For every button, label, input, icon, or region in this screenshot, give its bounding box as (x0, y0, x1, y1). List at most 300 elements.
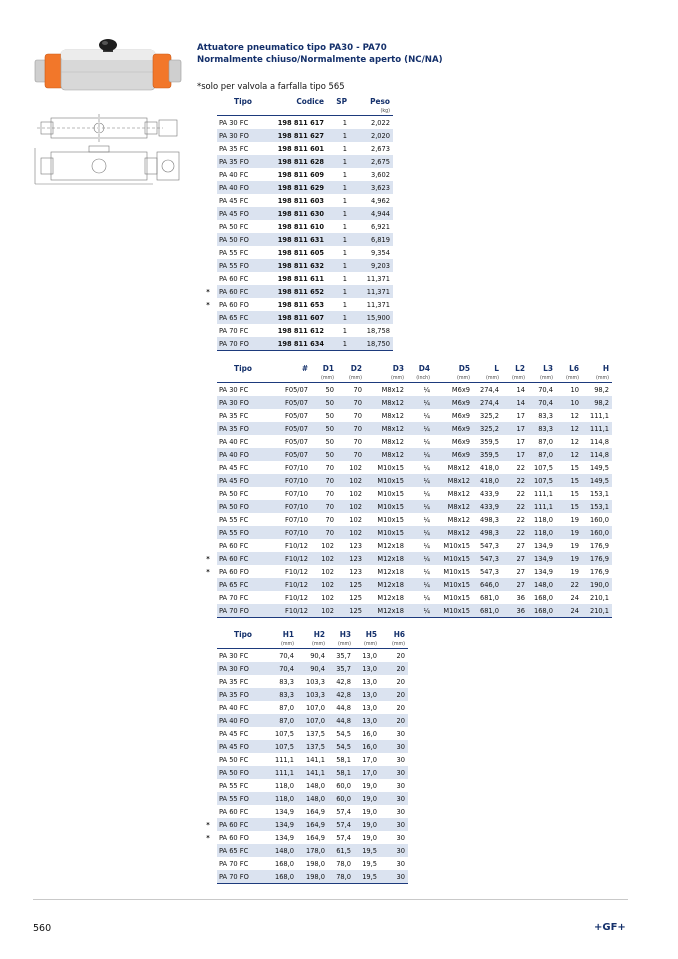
table-cell: 19,0 (362, 781, 377, 790)
table-cell: 198,0 (297, 870, 328, 884)
row-marker (199, 753, 217, 766)
row-marker (199, 740, 217, 753)
row-marker (199, 461, 217, 474)
table-cell: 111,1 (582, 422, 612, 435)
units-row (199, 640, 408, 649)
table-cell: 16,0 (362, 729, 377, 738)
table-cell: F07/10 (269, 526, 311, 539)
table-cell: 1 (327, 311, 350, 324)
table-cell: 44,8 (336, 703, 351, 712)
row-marker (199, 779, 217, 792)
row-type: PA 65 FC (217, 311, 269, 324)
table-cell: 15 (556, 500, 582, 513)
row-marker (199, 448, 217, 461)
footer-divider (33, 899, 628, 900)
table-cell: 14 (502, 383, 528, 397)
table-cell: 2,673 (370, 144, 390, 153)
row-type: PA 55 FO (217, 526, 269, 539)
table-row (199, 805, 408, 818)
table-row (199, 513, 612, 526)
table-row (199, 396, 612, 409)
table-cell: 50 (311, 383, 337, 397)
row-type: PA 60 FC (217, 552, 269, 565)
table-cell: 1 (327, 285, 350, 298)
row-type: PA 40 FC (219, 703, 249, 712)
table-cell: 17,0 (354, 766, 380, 779)
table-cell: 13,0 (362, 677, 377, 686)
table-cell: 1 (327, 233, 350, 246)
table-cell: 111,1 (589, 411, 609, 420)
table-cell: 87,0 (269, 714, 297, 727)
table-cell: 12 (570, 437, 579, 446)
table-cell: 1 (342, 222, 347, 231)
table-cell: 102 (321, 593, 334, 602)
table-cell: 681,0 (479, 593, 499, 602)
table-cell: 2,020 (350, 129, 393, 142)
table-row (199, 753, 408, 766)
table-cell: 210,1 (589, 593, 609, 602)
row-type: PA 60 FC (219, 807, 249, 816)
table-cell: 70 (311, 526, 337, 539)
table-cell: 87,0 (279, 703, 294, 712)
table-cell: 134,9 (274, 833, 294, 842)
row-type: PA 50 FC (219, 755, 249, 764)
table-row (199, 246, 393, 259)
row-type: PA 45 FO (217, 207, 269, 220)
col-header: Tipo (234, 96, 252, 106)
table-cell: 125 (349, 593, 362, 602)
brand-logo: +GF+ (594, 922, 626, 933)
table-row (199, 409, 612, 422)
table-cell: M10x15 (365, 526, 407, 539)
table-cell: 83,3 (528, 422, 556, 435)
table-cell: 418,0 (473, 474, 502, 487)
page-number: 560 (33, 923, 52, 934)
row-marker (199, 539, 217, 552)
table-row (199, 870, 408, 884)
table-cell: 14 (502, 396, 528, 409)
table-cell: 198 811 610 (277, 222, 324, 231)
row-marker (199, 116, 217, 130)
table-cell: F07/10 (285, 515, 308, 524)
row-type: PA 70 FO (217, 604, 269, 618)
table-cell: 4,944 (350, 207, 393, 220)
unit-label: (mm) (354, 640, 380, 649)
table-cell: 57,4 (336, 807, 351, 816)
unit-label: (mm) (337, 374, 365, 383)
table-cell: 102 (349, 463, 362, 472)
table-cell: 102 (321, 541, 334, 550)
table-cell: 27 (516, 567, 525, 576)
table-cell: M10x15 (377, 515, 404, 524)
table-row (199, 311, 393, 324)
table-cell: 70 (337, 396, 365, 409)
table-cell: M8x12 (365, 448, 407, 461)
row-type: PA 60 FO (219, 300, 249, 309)
row-type: PA 60 FC (219, 274, 249, 283)
row-marker (199, 500, 217, 513)
table-cell: F10/12 (285, 541, 308, 550)
row-type: PA 70 FO (217, 337, 269, 351)
unit-label: (mm) (582, 374, 612, 383)
row-type: PA 50 FO (217, 766, 269, 779)
table-row (199, 831, 408, 844)
row-marker (199, 792, 217, 805)
row-type: PA 70 FO (217, 870, 269, 884)
table-cell: 198 811 632 (269, 259, 327, 272)
unit-label: (mm) (380, 640, 408, 649)
row-type: PA 40 FC (219, 437, 249, 446)
table-cell: 198 811 603 (277, 196, 324, 205)
table-cell: 107,5 (533, 463, 553, 472)
table-cell: ¼ (407, 604, 433, 618)
row-marker (199, 422, 217, 435)
table-cell: 35,7 (328, 662, 354, 675)
table-cell: M6x9 (433, 396, 473, 409)
table-cell: 83,3 (538, 411, 553, 420)
row-marker (199, 649, 217, 663)
actuator-illustration (33, 38, 183, 96)
table-cell: 83,3 (279, 677, 294, 686)
table-cell: 70 (353, 437, 362, 446)
table-heights (199, 628, 408, 884)
table-row (199, 701, 408, 714)
table-cell: M10x15 (377, 489, 404, 498)
table-cell: M10x15 (443, 541, 470, 550)
table-row (199, 688, 408, 701)
table-cell: 198 811 612 (277, 326, 324, 335)
row-marker (199, 155, 217, 168)
table-cell: 2,022 (350, 116, 393, 130)
table-row (199, 435, 612, 448)
table-row (199, 383, 612, 397)
table-row (199, 155, 393, 168)
unit-label: (mm) (297, 640, 328, 649)
table-cell: ¼ (407, 500, 433, 513)
table-cell: 111,1 (274, 755, 294, 764)
table-cell: 98,2 (582, 383, 612, 397)
table-cell: 15 (570, 463, 579, 472)
table-cell: 20 (380, 649, 408, 663)
table-row (199, 129, 393, 142)
col-header: H1 (282, 629, 294, 639)
table-cell: M10x15 (365, 474, 407, 487)
table-row (199, 168, 393, 181)
table-row (199, 818, 408, 831)
col-header: L6 (569, 363, 579, 373)
table-cell: 433,9 (473, 500, 502, 513)
table-cell: 153,1 (582, 500, 612, 513)
table-cell: 17 (516, 411, 525, 420)
table-row (199, 649, 408, 663)
row-type: PA 45 FC (219, 196, 249, 205)
row-type: PA 30 FO (217, 662, 269, 675)
row-marker (199, 662, 217, 675)
table-row (199, 259, 393, 272)
table-row (199, 487, 612, 500)
col-header: Codice (296, 96, 324, 106)
table-cell: ¼ (407, 396, 433, 409)
col-header: # (301, 363, 308, 373)
table-cell: M8x12 (447, 515, 470, 524)
table-cell: 498,3 (479, 515, 499, 524)
table-cell: F10/12 (269, 552, 311, 565)
table-cell: F05/07 (269, 396, 311, 409)
table-cell: 30 (380, 766, 408, 779)
table-cell: F05/07 (269, 383, 311, 397)
table-cell: 19,0 (354, 818, 380, 831)
table-cell: 134,9 (269, 818, 297, 831)
table-cell: M10x15 (433, 604, 473, 618)
table-cell: 134,9 (533, 541, 553, 550)
table-cell: 176,9 (589, 567, 609, 576)
table-cell: ¼ (423, 515, 430, 524)
table-cell: 198 811 630 (269, 207, 327, 220)
table-cell: 176,9 (589, 541, 609, 550)
table-row (199, 844, 408, 857)
table-cell: ¼ (407, 383, 433, 397)
row-marker (199, 168, 217, 181)
unit-label (327, 107, 350, 116)
table-cell: M10x15 (377, 463, 404, 472)
table-cell: M12x18 (365, 604, 407, 618)
table-cell: 13,0 (354, 688, 380, 701)
row-type: PA 35 FC (219, 411, 249, 420)
row-type: PA 45 FO (217, 740, 269, 753)
table-cell: 153,1 (589, 489, 609, 498)
row-type: PA 55 FO (217, 259, 269, 272)
table-cell: 12 (570, 411, 579, 420)
table-cell: M10x15 (365, 500, 407, 513)
table-cell: 359,5 (473, 448, 502, 461)
table-cell: 102 (337, 500, 365, 513)
row-marker (199, 857, 217, 870)
row-marker (199, 688, 217, 701)
col-header: Tipo (234, 363, 252, 373)
table-cell: 168,0 (528, 604, 556, 618)
table-cell: 102 (337, 474, 365, 487)
row-marker (199, 409, 217, 422)
row-type: PA 50 FO (217, 500, 269, 513)
table-cell: 198 811 652 (269, 285, 327, 298)
unit-label: (mm) (311, 374, 337, 383)
table-cell: 125 (337, 578, 365, 591)
row-type: PA 30 FO (217, 129, 269, 142)
table-cell: 4,962 (370, 196, 390, 205)
table-cell: ¼ (407, 526, 433, 539)
table-cell: M8x12 (365, 422, 407, 435)
table-cell: 13,0 (354, 662, 380, 675)
page-title (197, 42, 443, 66)
row-type: PA 40 FC (219, 170, 249, 179)
table-cell: M8x12 (433, 526, 473, 539)
table-cell: 114,8 (589, 437, 609, 446)
table-cell: 102 (311, 604, 337, 618)
table-cell: 12 (556, 448, 582, 461)
table-cell: M12x18 (365, 552, 407, 565)
table-cell: 70 (325, 515, 334, 524)
table-cell: 20 (380, 714, 408, 727)
table-cell: 19 (570, 541, 579, 550)
table-cell: 198 811 605 (277, 248, 324, 257)
table-cell: 210,1 (582, 604, 612, 618)
units-row (199, 107, 393, 116)
table-row (199, 233, 393, 246)
col-header: SP (336, 96, 347, 106)
footnote: *solo per valvola a farfalla tipo 565 (197, 81, 345, 91)
table-cell: 22 (502, 526, 528, 539)
table-cell: ¼ (407, 552, 433, 565)
row-marker (199, 701, 217, 714)
table-cell: 149,5 (589, 463, 609, 472)
table-cell: 13,0 (354, 714, 380, 727)
row-marker (199, 142, 217, 155)
table-cell: 12 (556, 422, 582, 435)
table-cell: 198 811 607 (269, 311, 327, 324)
row-type: PA 35 FO (217, 155, 269, 168)
unit-label (217, 107, 269, 116)
table-cell: 1 (327, 116, 350, 130)
unit-label: (mm) (328, 640, 354, 649)
table-cell: 325,2 (473, 422, 502, 435)
col-header: H2 (313, 629, 325, 639)
table-cell: 98,2 (582, 396, 612, 409)
table-cell: F10/12 (269, 604, 311, 618)
col-header: D2 (350, 363, 362, 373)
row-marker: * (199, 831, 217, 844)
unit-label: (kg) (350, 107, 393, 116)
table-cell: 102 (311, 578, 337, 591)
row-type: PA 60 FC (217, 285, 269, 298)
table-cell: 190,0 (582, 578, 612, 591)
table-cell: 42,8 (336, 677, 351, 686)
table-cell: 90,4 (297, 662, 328, 675)
col-header: D5 (458, 363, 470, 373)
table-cell: 19 (570, 515, 579, 524)
table-cell: 13,0 (354, 649, 380, 663)
table-row (199, 857, 408, 870)
table-cell: F07/10 (285, 489, 308, 498)
row-marker: * (199, 565, 217, 578)
table-cell: 83,3 (269, 688, 297, 701)
row-type: PA 70 FC (219, 326, 249, 335)
row-type: PA 70 FC (219, 859, 249, 868)
table-dimensions (199, 362, 612, 618)
table-cell: 137,5 (297, 740, 328, 753)
table-cell: 57,4 (336, 833, 351, 842)
row-marker (199, 844, 217, 857)
table-cell: M8x12 (447, 489, 470, 498)
unit-label (217, 374, 269, 383)
unit-label (269, 107, 327, 116)
row-type: PA 30 FC (217, 116, 269, 130)
table-cell: 1 (342, 248, 347, 257)
row-marker (199, 513, 217, 526)
table-cell: 325,2 (479, 411, 499, 420)
table-cell: 15,900 (350, 311, 393, 324)
table-cell: 125 (337, 604, 365, 618)
table-cell: 9,354 (370, 248, 390, 257)
table-cell: M8x12 (365, 396, 407, 409)
table-cell: 10 (556, 383, 582, 397)
table-cell: 30 (396, 807, 405, 816)
table-cell: 118,0 (269, 792, 297, 805)
table-cell: 50 (311, 396, 337, 409)
table-cell: 30 (396, 859, 405, 868)
row-type: PA 50 FC (219, 489, 249, 498)
table-cell: 60,0 (328, 792, 354, 805)
table-row (199, 662, 408, 675)
table-cell: 111,1 (533, 489, 553, 498)
row-type: PA 30 FC (217, 383, 269, 397)
table-cell: F10/12 (269, 578, 311, 591)
col-header: H (602, 363, 609, 373)
table-cell: 17 (516, 437, 525, 446)
table-cell: 15 (556, 474, 582, 487)
table-cell: F05/07 (269, 422, 311, 435)
table-cell: 87,0 (528, 448, 556, 461)
col-header: H5 (365, 629, 377, 639)
table-cell: 19,5 (354, 870, 380, 884)
table-cell: M12x18 (377, 593, 404, 602)
table-cell: 70 (337, 422, 365, 435)
table-cell: 168,0 (274, 859, 294, 868)
table-cell: 44,8 (328, 714, 354, 727)
table-cell: ¼ (407, 448, 433, 461)
col-header: D1 (322, 363, 334, 373)
table-cell: F10/12 (285, 567, 308, 576)
table-cell: 10 (556, 396, 582, 409)
row-marker (199, 194, 217, 207)
table-cell: 22 (516, 463, 525, 472)
table-cell: 102 (311, 552, 337, 565)
unit-label: (mm) (473, 374, 502, 383)
row-type: PA 55 FC (219, 781, 249, 790)
table-cell: 1 (342, 300, 347, 309)
table-cell: 433,9 (479, 489, 499, 498)
table-header-row (199, 628, 408, 640)
table-cell: ¼ (407, 422, 433, 435)
table-cell: 547,3 (479, 567, 499, 576)
table-cell: 70 (337, 448, 365, 461)
col-header: L3 (543, 363, 553, 373)
table-cell: 60,0 (336, 781, 351, 790)
table-cell: 148,0 (297, 792, 328, 805)
table-cell: ¼ (423, 567, 430, 576)
col-header: H3 (339, 629, 351, 639)
table-cell: 107,0 (297, 714, 328, 727)
table-row (199, 220, 393, 233)
row-type: PA 35 FO (217, 688, 269, 701)
table-cell: 19,0 (362, 807, 377, 816)
table-cell: 198 811 653 (277, 300, 324, 309)
row-type: PA 55 FC (219, 515, 249, 524)
table-cell: 70 (325, 463, 334, 472)
table-cell: 1 (342, 274, 347, 283)
table-cell: ¼ (423, 489, 430, 498)
table-cell: 13,0 (362, 703, 377, 712)
row-type: PA 70 FC (219, 593, 249, 602)
table-cell: 17 (502, 448, 528, 461)
units-row (199, 374, 612, 383)
row-marker (199, 129, 217, 142)
table-cell: 681,0 (473, 604, 502, 618)
table-cell: 19,0 (354, 792, 380, 805)
table-cell: F05/07 (269, 448, 311, 461)
table-cell: 2,675 (350, 155, 393, 168)
row-type: PA 60 FO (219, 567, 249, 576)
table-row (199, 448, 612, 461)
